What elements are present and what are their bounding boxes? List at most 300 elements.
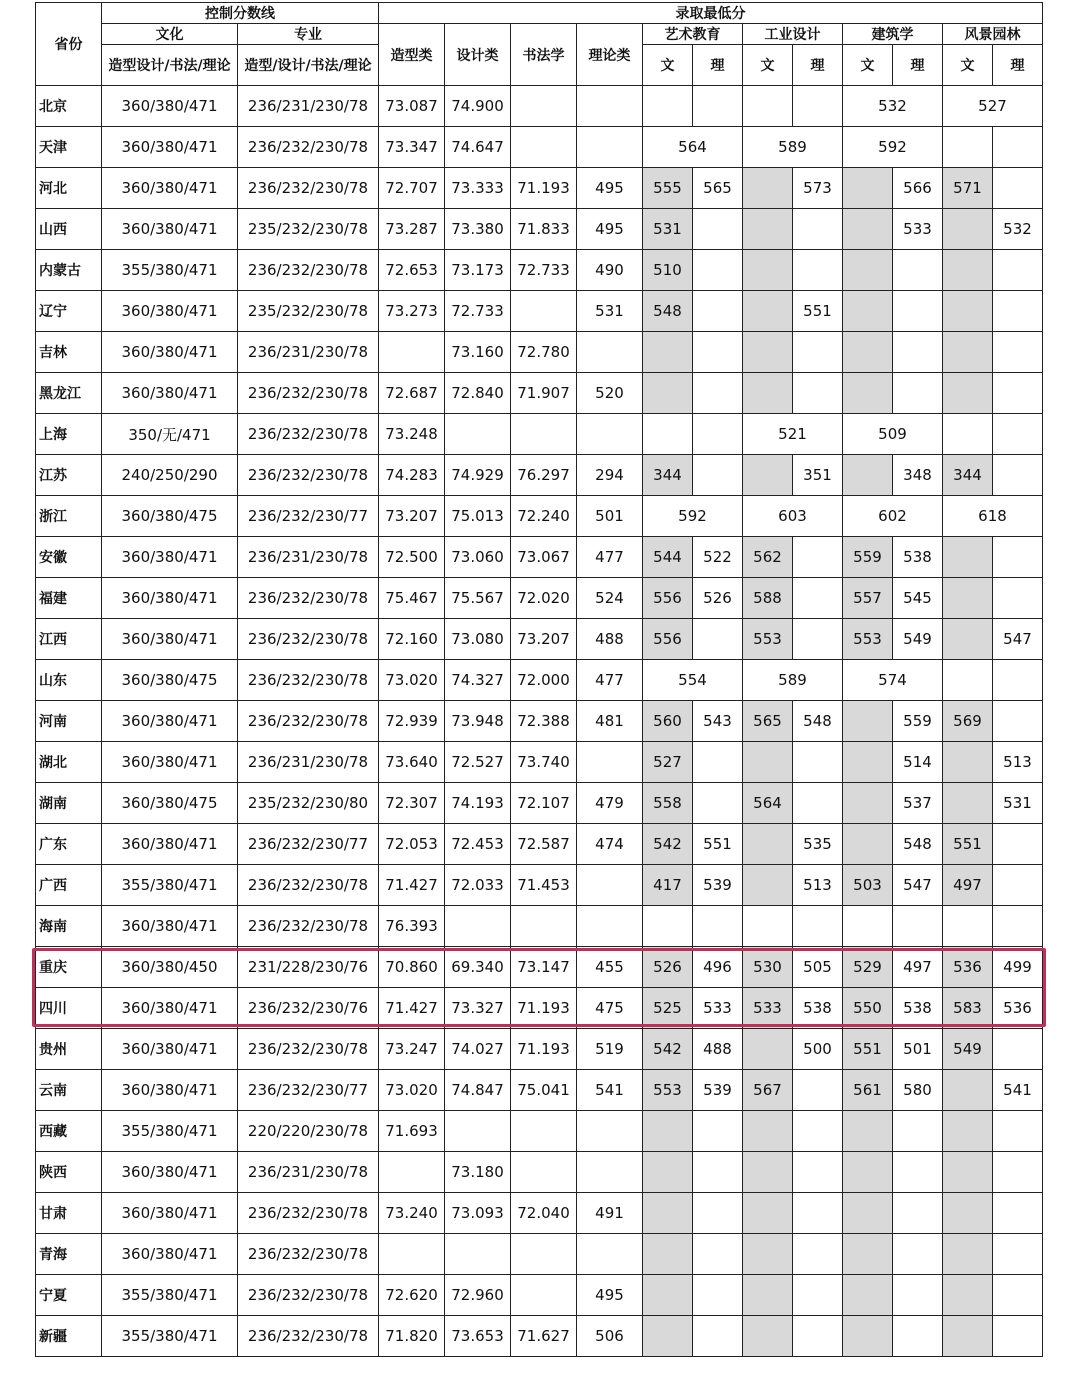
- major-min-score-cell: [743, 1111, 793, 1152]
- major-min-score-cell: 566: [893, 168, 943, 209]
- category-score-cell: 475: [577, 988, 643, 1029]
- category-score-cell: 73.080: [445, 619, 511, 660]
- culture-score-cell: 360/380/471: [102, 1029, 238, 1070]
- table-row: [36, 783, 1043, 824]
- category-score-cell: 506: [577, 1316, 643, 1357]
- province-cell: 山西: [36, 209, 102, 250]
- category-score-cell: [511, 1234, 577, 1275]
- major-min-score-cell: 557: [843, 578, 893, 619]
- major-score-cell: 236/232/230/78: [238, 414, 379, 455]
- category-score-cell: [445, 414, 511, 455]
- major-min-score-cell: [743, 291, 793, 332]
- culture-score-cell: 360/380/471: [102, 906, 238, 947]
- province-cell: 湖南: [36, 783, 102, 824]
- major-min-score-cell: [643, 1275, 693, 1316]
- province-cell: 广东: [36, 824, 102, 865]
- major-min-score-cell: 536: [943, 947, 993, 988]
- major-min-score-cell: 561: [843, 1070, 893, 1111]
- major-score-cell: 236/232/230/78: [238, 1234, 379, 1275]
- group-industrial-design-header: 工业设计: [743, 24, 843, 45]
- major-min-score-cell: 417: [643, 865, 693, 906]
- major-min-score-cell: [693, 455, 743, 496]
- major-min-score-cell: 539: [693, 865, 743, 906]
- group-art-education-header: 艺术教育: [643, 24, 743, 45]
- culture-score-cell: 355/380/471: [102, 865, 238, 906]
- category-score-cell: 74.327: [445, 660, 511, 701]
- category-score-cell: 71.427: [379, 865, 445, 906]
- major-min-score-cell: [743, 1234, 793, 1275]
- category-score-cell: 72.960: [445, 1275, 511, 1316]
- major-min-score-cell: [643, 1316, 693, 1357]
- major-min-score-cell: 551: [693, 824, 743, 865]
- table-row: [36, 537, 1043, 578]
- major-score-cell: 231/228/230/76: [238, 947, 379, 988]
- major-min-score-cell: 556: [643, 578, 693, 619]
- major-min-score-cell: [943, 414, 993, 455]
- culture-score-cell: 360/380/471: [102, 373, 238, 414]
- category-score-cell: 73.093: [445, 1193, 511, 1234]
- category-score-cell: 73.380: [445, 209, 511, 250]
- major-min-score-cell: [693, 250, 743, 291]
- major-min-score-cell: 542: [643, 1029, 693, 1070]
- category-score-cell: 71.427: [379, 988, 445, 1029]
- major-min-score-cell: [843, 332, 893, 373]
- major-min-score-cell: [993, 701, 1043, 742]
- major-min-score-cell: 488: [693, 1029, 743, 1070]
- category-score-cell: 75.013: [445, 496, 511, 537]
- major-min-score-cell: 538: [893, 988, 943, 1029]
- category-score-cell: 73.740: [511, 742, 577, 783]
- province-cell: 内蒙古: [36, 250, 102, 291]
- major-min-score-cell: 573: [793, 168, 843, 209]
- merged-score-cell: 618: [943, 496, 1043, 537]
- merged-score-cell: 589: [743, 127, 843, 168]
- category-score-cell: 520: [577, 373, 643, 414]
- major-min-score-cell: [743, 1275, 793, 1316]
- major-min-score-cell: [693, 1111, 743, 1152]
- li-header: 理: [993, 45, 1043, 86]
- culture-score-cell: 240/250/290: [102, 455, 238, 496]
- category-score-cell: 71.833: [511, 209, 577, 250]
- major-min-score-cell: [693, 906, 743, 947]
- major-min-score-cell: 538: [793, 988, 843, 1029]
- province-cell: 黑龙江: [36, 373, 102, 414]
- culture-score-cell: 360/380/471: [102, 742, 238, 783]
- major-min-score-cell: 531: [993, 783, 1043, 824]
- culture-score-cell: 355/380/471: [102, 1316, 238, 1357]
- merged-score-cell: 592: [643, 496, 743, 537]
- major-min-score-cell: 496: [693, 947, 743, 988]
- category-score-cell: 72.040: [511, 1193, 577, 1234]
- col-lilun-header: 理论类: [577, 24, 643, 86]
- category-score-cell: [445, 1111, 511, 1152]
- major-score-cell: 236/232/230/78: [238, 373, 379, 414]
- major-min-score-cell: [743, 168, 793, 209]
- major-min-score-cell: 505: [793, 947, 843, 988]
- major-min-score-cell: 499: [993, 947, 1043, 988]
- wen-header: 文: [843, 45, 893, 86]
- culture-score-cell: 355/380/471: [102, 1111, 238, 1152]
- major-score-cell: 236/232/230/78: [238, 127, 379, 168]
- culture-score-cell: 360/380/471: [102, 168, 238, 209]
- major-min-score-cell: [743, 250, 793, 291]
- category-score-cell: 73.160: [445, 332, 511, 373]
- major-min-score-cell: 549: [943, 1029, 993, 1070]
- major-min-score-cell: [943, 127, 993, 168]
- major-min-score-cell: [793, 250, 843, 291]
- major-min-score-cell: [843, 906, 893, 947]
- category-score-cell: [577, 127, 643, 168]
- culture-score-cell: 355/380/471: [102, 1275, 238, 1316]
- culture-score-cell: 360/380/471: [102, 291, 238, 332]
- category-score-cell: 72.388: [511, 701, 577, 742]
- category-score-cell: 72.780: [511, 332, 577, 373]
- major-min-score-cell: 548: [643, 291, 693, 332]
- major-score-cell: 236/232/230/78: [238, 1316, 379, 1357]
- major-min-score-cell: [643, 1111, 693, 1152]
- major-min-score-cell: [793, 1193, 843, 1234]
- major-min-score-cell: 548: [793, 701, 843, 742]
- category-score-cell: 72.307: [379, 783, 445, 824]
- category-score-cell: 73.333: [445, 168, 511, 209]
- category-score-cell: [379, 1234, 445, 1275]
- province-cell: 四川: [36, 988, 102, 1029]
- table-row: [36, 1029, 1043, 1070]
- culture-score-cell: 360/380/471: [102, 701, 238, 742]
- major-min-score-cell: [793, 578, 843, 619]
- major-score-cell: 236/231/230/78: [238, 1152, 379, 1193]
- major-min-score-cell: [943, 209, 993, 250]
- major-min-score-cell: [693, 86, 743, 127]
- table-row: [36, 455, 1043, 496]
- culture-score-cell: 360/380/471: [102, 1234, 238, 1275]
- category-score-cell: [445, 1234, 511, 1275]
- category-score-cell: 491: [577, 1193, 643, 1234]
- major-min-score-cell: 562: [743, 537, 793, 578]
- major-min-score-cell: [993, 1234, 1043, 1275]
- major-min-score-cell: [793, 332, 843, 373]
- category-score-cell: 71.453: [511, 865, 577, 906]
- li-header: 理: [793, 45, 843, 86]
- major-min-score-cell: 526: [693, 578, 743, 619]
- major-min-score-cell: 553: [643, 1070, 693, 1111]
- province-cell: 宁夏: [36, 1275, 102, 1316]
- category-score-cell: 72.653: [379, 250, 445, 291]
- province-cell: 安徽: [36, 537, 102, 578]
- category-score-cell: [577, 1152, 643, 1193]
- major-min-score-cell: [993, 1316, 1043, 1357]
- major-score-cell: 235/232/230/80: [238, 783, 379, 824]
- major-subheader: 造型/设计/书法/理论: [238, 45, 379, 86]
- major-score-cell: 236/232/230/77: [238, 496, 379, 537]
- major-min-score-cell: [843, 168, 893, 209]
- major-min-score-cell: 535: [793, 824, 843, 865]
- major-score-cell: 236/232/230/76: [238, 988, 379, 1029]
- province-cell: 甘肃: [36, 1193, 102, 1234]
- major-min-score-cell: [743, 824, 793, 865]
- category-score-cell: 72.707: [379, 168, 445, 209]
- culture-score-cell: 360/380/475: [102, 783, 238, 824]
- major-min-score-cell: [893, 332, 943, 373]
- category-score-cell: 71.627: [511, 1316, 577, 1357]
- table-row: [36, 373, 1043, 414]
- major-min-score-cell: [693, 209, 743, 250]
- category-score-cell: 70.860: [379, 947, 445, 988]
- major-min-score-cell: [893, 1234, 943, 1275]
- table-row: [36, 1193, 1043, 1234]
- major-min-score-cell: [843, 1193, 893, 1234]
- major-min-score-cell: 348: [893, 455, 943, 496]
- category-score-cell: 71.193: [511, 1029, 577, 1070]
- major-min-score-cell: 501: [893, 1029, 943, 1070]
- culture-score-cell: 360/380/475: [102, 660, 238, 701]
- major-min-score-cell: 549: [893, 619, 943, 660]
- major-score-cell: 236/232/230/78: [238, 865, 379, 906]
- province-cell: 上海: [36, 414, 102, 455]
- major-min-score-cell: [943, 291, 993, 332]
- culture-score-cell: 360/380/471: [102, 1070, 238, 1111]
- category-score-cell: [379, 1152, 445, 1193]
- merged-score-cell: 509: [843, 414, 943, 455]
- major-min-score-cell: [743, 742, 793, 783]
- major-min-score-cell: 531: [643, 209, 693, 250]
- province-cell: 河南: [36, 701, 102, 742]
- major-min-score-cell: [793, 742, 843, 783]
- major-min-score-cell: 526: [643, 947, 693, 988]
- culture-score-cell: 360/380/471: [102, 86, 238, 127]
- major-min-score-cell: [693, 1152, 743, 1193]
- major-min-score-cell: 541: [993, 1070, 1043, 1111]
- major-min-score-cell: 344: [943, 455, 993, 496]
- major-min-score-cell: [643, 1234, 693, 1275]
- major-min-score-cell: [693, 1193, 743, 1234]
- major-min-score-cell: [743, 865, 793, 906]
- major-min-score-cell: [993, 537, 1043, 578]
- category-score-cell: [577, 1234, 643, 1275]
- category-score-cell: [511, 1111, 577, 1152]
- category-score-cell: 72.587: [511, 824, 577, 865]
- major-min-score-cell: [993, 1029, 1043, 1070]
- major-min-score-cell: [993, 1193, 1043, 1234]
- province-cell: 贵州: [36, 1029, 102, 1070]
- category-score-cell: 72.053: [379, 824, 445, 865]
- major-min-score-cell: 564: [743, 783, 793, 824]
- category-score-cell: [577, 865, 643, 906]
- major-min-score-cell: [743, 1316, 793, 1357]
- major-min-score-cell: [643, 373, 693, 414]
- major-min-score-cell: [993, 1111, 1043, 1152]
- major-min-score-cell: [893, 1111, 943, 1152]
- culture-score-cell: 360/380/475: [102, 496, 238, 537]
- major-min-score-cell: 555: [643, 168, 693, 209]
- major-min-score-cell: [693, 742, 743, 783]
- table-row: [36, 496, 1043, 537]
- major-min-score-cell: 545: [893, 578, 943, 619]
- culture-score-cell: 360/380/471: [102, 537, 238, 578]
- category-score-cell: 72.733: [511, 250, 577, 291]
- major-min-score-cell: 539: [693, 1070, 743, 1111]
- major-min-score-cell: [843, 291, 893, 332]
- major-min-score-cell: 533: [693, 988, 743, 1029]
- major-min-score-cell: 497: [943, 865, 993, 906]
- major-min-score-cell: 583: [943, 988, 993, 1029]
- major-min-score-cell: 569: [943, 701, 993, 742]
- culture-score-cell: 360/380/471: [102, 988, 238, 1029]
- col-zaoxing-header: 造型类: [379, 24, 445, 86]
- major-min-score-cell: [943, 373, 993, 414]
- major-min-score-cell: 567: [743, 1070, 793, 1111]
- major-min-score-cell: [943, 1193, 993, 1234]
- major-header: 专业: [238, 24, 379, 45]
- major-min-score-cell: [693, 1234, 743, 1275]
- major-min-score-cell: [743, 906, 793, 947]
- category-score-cell: 73.640: [379, 742, 445, 783]
- major-min-score-cell: [743, 1152, 793, 1193]
- major-min-score-cell: [693, 619, 743, 660]
- table-row: [36, 414, 1043, 455]
- category-score-cell: [511, 906, 577, 947]
- table-row: [36, 906, 1043, 947]
- table-row: [36, 127, 1043, 168]
- table-row: [36, 1275, 1043, 1316]
- category-score-cell: 519: [577, 1029, 643, 1070]
- category-score-cell: 73.240: [379, 1193, 445, 1234]
- major-min-score-cell: 553: [843, 619, 893, 660]
- major-score-cell: 236/232/230/78: [238, 455, 379, 496]
- category-score-cell: 73.287: [379, 209, 445, 250]
- culture-header: 文化: [102, 24, 238, 45]
- major-min-score-cell: 571: [943, 168, 993, 209]
- admission-score-table: [35, 2, 1043, 1357]
- category-score-cell: 73.248: [379, 414, 445, 455]
- merged-score-cell: 603: [743, 496, 843, 537]
- major-min-score-cell: [793, 537, 843, 578]
- category-score-cell: 294: [577, 455, 643, 496]
- province-cell: 北京: [36, 86, 102, 127]
- province-cell: 重庆: [36, 947, 102, 988]
- category-score-cell: 74.027: [445, 1029, 511, 1070]
- major-score-cell: 236/232/230/78: [238, 250, 379, 291]
- major-min-score-cell: [893, 1193, 943, 1234]
- major-min-score-cell: [843, 250, 893, 291]
- major-min-score-cell: [793, 1316, 843, 1357]
- culture-score-cell: 360/380/471: [102, 578, 238, 619]
- table-header: [36, 3, 1043, 86]
- category-score-cell: [511, 291, 577, 332]
- wen-header: 文: [643, 45, 693, 86]
- major-min-score-cell: 503: [843, 865, 893, 906]
- province-cell: 新疆: [36, 1316, 102, 1357]
- category-score-cell: 75.467: [379, 578, 445, 619]
- table-row: [36, 619, 1043, 660]
- province-cell: 福建: [36, 578, 102, 619]
- category-score-cell: 501: [577, 496, 643, 537]
- group-landscape-header: 风景园林: [943, 24, 1043, 45]
- major-min-score-cell: [693, 414, 743, 455]
- table-row: [36, 578, 1043, 619]
- merged-score-cell: 554: [643, 660, 743, 701]
- table-row: [36, 865, 1043, 906]
- major-score-cell: 236/232/230/78: [238, 906, 379, 947]
- category-score-cell: 73.180: [445, 1152, 511, 1193]
- major-min-score-cell: 580: [893, 1070, 943, 1111]
- major-score-cell: 236/232/230/77: [238, 1070, 379, 1111]
- category-score-cell: [577, 332, 643, 373]
- major-min-score-cell: [943, 1316, 993, 1357]
- category-score-cell: 76.297: [511, 455, 577, 496]
- category-score-cell: 72.000: [511, 660, 577, 701]
- table-body: [36, 86, 1043, 1357]
- major-min-score-cell: 533: [743, 988, 793, 1029]
- culture-score-cell: 355/380/471: [102, 250, 238, 291]
- major-min-score-cell: [993, 127, 1043, 168]
- category-score-cell: 531: [577, 291, 643, 332]
- table-row: [36, 947, 1043, 988]
- major-min-score-cell: [993, 906, 1043, 947]
- major-min-score-cell: [843, 209, 893, 250]
- major-min-score-cell: 547: [893, 865, 943, 906]
- major-min-score-cell: [693, 783, 743, 824]
- major-min-score-cell: [743, 373, 793, 414]
- culture-score-cell: 360/380/471: [102, 1193, 238, 1234]
- major-min-score-cell: [793, 1070, 843, 1111]
- major-score-cell: 236/232/230/78: [238, 1193, 379, 1234]
- culture-score-cell: 360/380/471: [102, 824, 238, 865]
- major-min-score-cell: [843, 783, 893, 824]
- major-min-score-cell: [993, 1152, 1043, 1193]
- major-min-score-cell: [793, 906, 843, 947]
- major-score-cell: 236/232/230/78: [238, 578, 379, 619]
- major-min-score-cell: [893, 1152, 943, 1193]
- merged-score-cell: 521: [743, 414, 843, 455]
- major-min-score-cell: 522: [693, 537, 743, 578]
- major-min-score-cell: [943, 1275, 993, 1316]
- category-score-cell: 71.693: [379, 1111, 445, 1152]
- major-min-score-cell: [793, 209, 843, 250]
- major-min-score-cell: 536: [993, 988, 1043, 1029]
- major-score-cell: 236/231/230/78: [238, 332, 379, 373]
- table-row: [36, 86, 1043, 127]
- major-min-score-cell: [993, 250, 1043, 291]
- category-score-cell: 72.939: [379, 701, 445, 742]
- major-score-cell: 236/232/230/78: [238, 701, 379, 742]
- category-score-cell: 71.820: [379, 1316, 445, 1357]
- major-min-score-cell: [943, 1152, 993, 1193]
- category-score-cell: 490: [577, 250, 643, 291]
- province-cell: 云南: [36, 1070, 102, 1111]
- col-shufa-header: 书法学: [511, 24, 577, 86]
- major-score-cell: 235/232/230/78: [238, 209, 379, 250]
- major-min-score-cell: [843, 455, 893, 496]
- major-score-cell: 236/232/230/78: [238, 619, 379, 660]
- major-min-score-cell: 553: [743, 619, 793, 660]
- major-min-score-cell: [843, 1152, 893, 1193]
- merged-score-cell: 527: [943, 86, 1043, 127]
- major-min-score-cell: 544: [643, 537, 693, 578]
- major-min-score-cell: 351: [793, 455, 843, 496]
- merged-score-cell: 589: [743, 660, 843, 701]
- category-score-cell: [445, 906, 511, 947]
- category-score-cell: 73.347: [379, 127, 445, 168]
- major-min-score-cell: [893, 1275, 943, 1316]
- major-min-score-cell: [993, 332, 1043, 373]
- category-score-cell: 74.283: [379, 455, 445, 496]
- category-score-cell: [577, 86, 643, 127]
- major-min-score-cell: [943, 906, 993, 947]
- major-min-score-cell: 543: [693, 701, 743, 742]
- category-score-cell: 72.453: [445, 824, 511, 865]
- category-score-cell: 71.907: [511, 373, 577, 414]
